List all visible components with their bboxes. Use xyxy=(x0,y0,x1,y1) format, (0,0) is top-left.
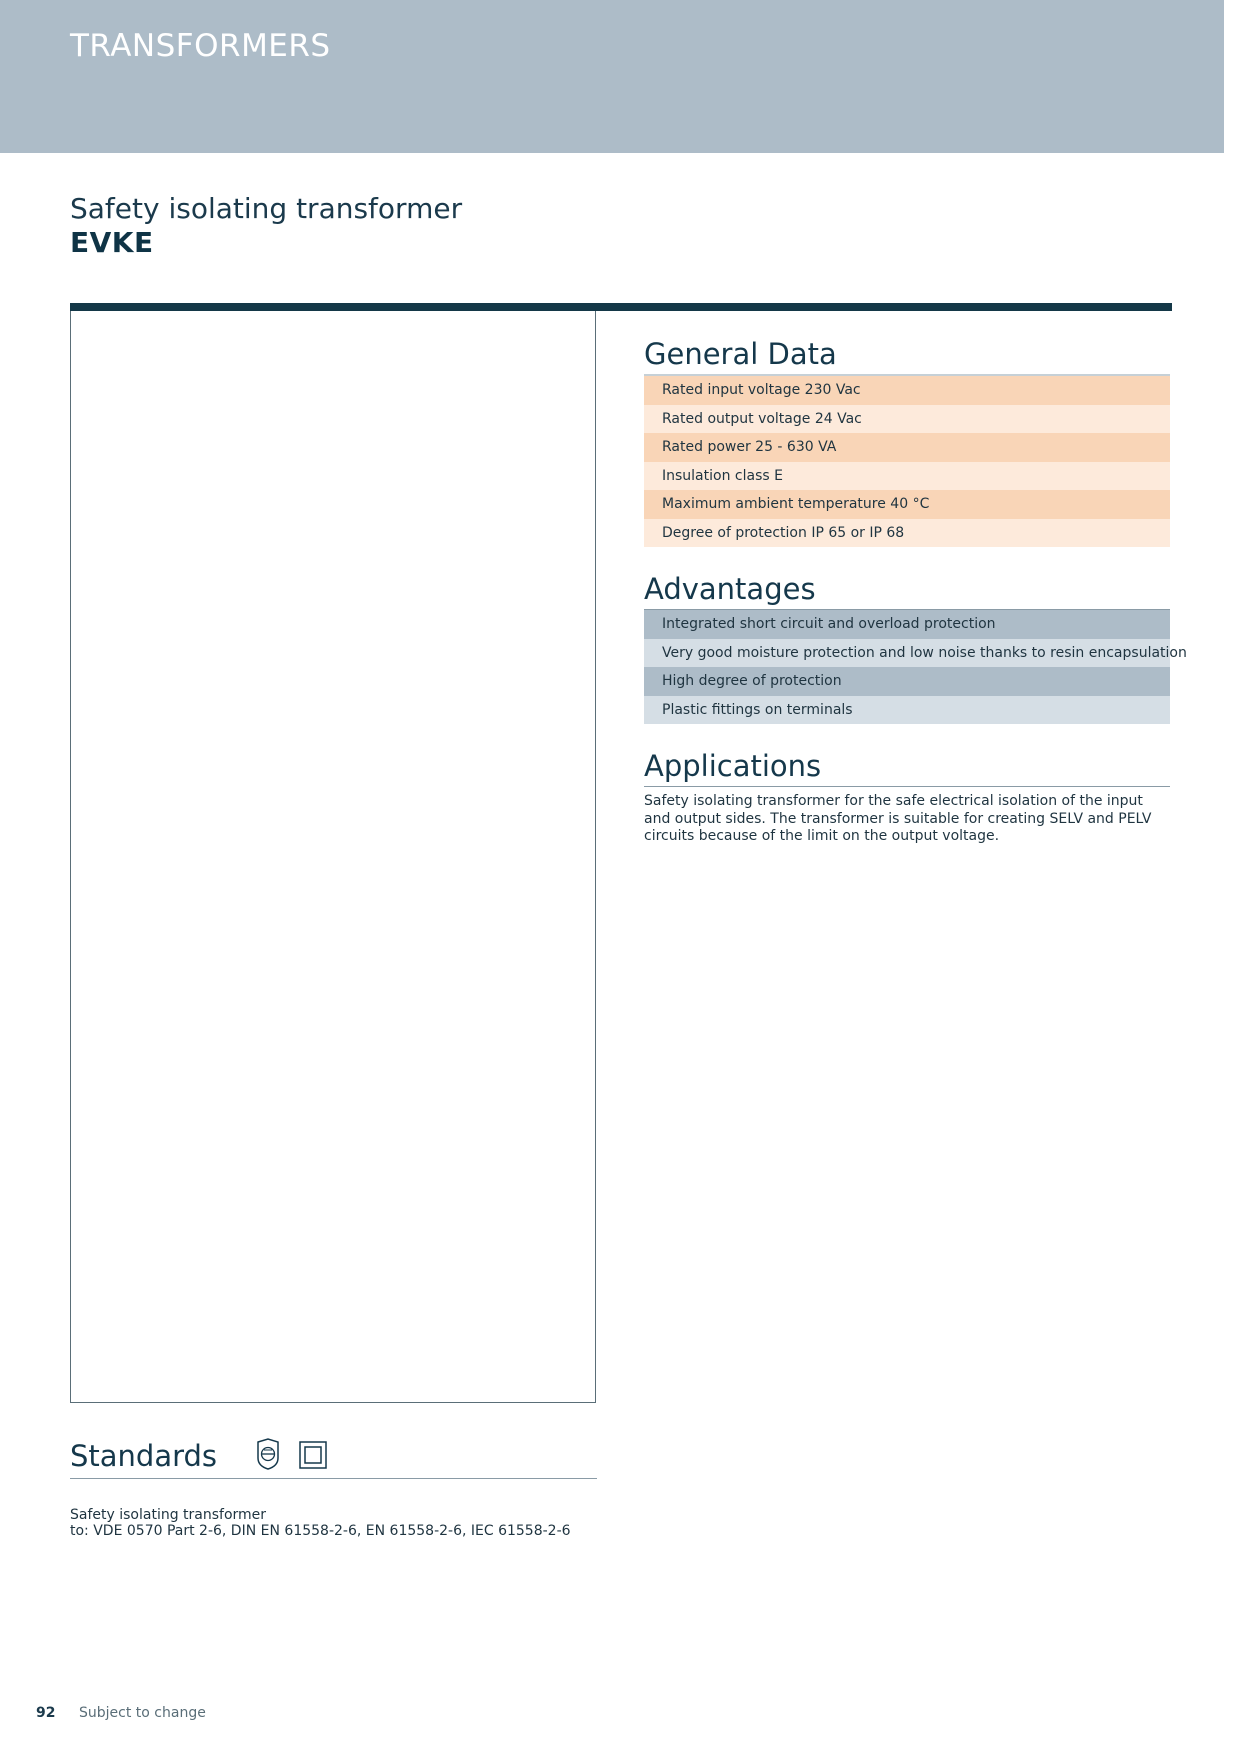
standards-rule xyxy=(70,1478,597,1479)
vde-certification-icon xyxy=(256,1438,280,1470)
general-data-table xyxy=(644,376,1170,547)
standards-line-1: Safety isolating transformer xyxy=(70,1507,267,1523)
page-number: 92 xyxy=(36,1705,56,1721)
applications-text: Safety isolating transformer for the safe electrical isolation of the input and output sides. The transformer is suitable for creating SELV and PELV circuits because of the limit on the output voltage. xyxy=(644,793,1152,844)
general-data-row: Rated power 25 - 630 VA xyxy=(644,433,1170,462)
applications-heading: Applications xyxy=(644,748,1170,787)
advantage-row: Very good moisture protection and low noise thanks to resin encapsulation xyxy=(644,639,1170,668)
general-data-row: Degree of protection IP 65 or IP 68 xyxy=(644,519,1170,548)
product-image-frame xyxy=(70,311,596,1403)
top-rule xyxy=(70,303,1172,311)
advantages-heading: Advantages xyxy=(644,571,1170,610)
general-data-row: Maximum ambient temperature 40 °C xyxy=(644,490,1170,519)
advantage-row: Plastic fittings on terminals xyxy=(644,696,1170,725)
general-data-heading: General Data xyxy=(644,336,1170,376)
protection-class-2-icon xyxy=(299,1441,327,1469)
advantages-table xyxy=(644,610,1187,724)
general-data-row: Rated input voltage 230 Vac xyxy=(644,376,1170,405)
footer-note: Subject to change xyxy=(79,1705,206,1721)
advantage-row: High degree of protection xyxy=(644,667,1170,696)
product-subtitle: Safety isolating transformer xyxy=(70,192,463,225)
general-data-row: Insulation class E xyxy=(644,462,1170,491)
standards-text xyxy=(70,1507,571,1539)
general-data-row: Rated output voltage 24 Vac xyxy=(644,405,1170,434)
section-title: TRANSFORMERS xyxy=(70,28,331,64)
standards-line-2: to: VDE 0570 Part 2-6, DIN EN 61558-2-6, EN 61558-2-6, IEC 61558-2-6 xyxy=(70,1523,571,1539)
advantage-row: Integrated short circuit and overload protection xyxy=(644,610,1170,639)
standards-heading: Standards xyxy=(70,1439,218,1473)
right-column xyxy=(644,336,1187,846)
header-band xyxy=(0,0,1224,153)
product-name: EVKE xyxy=(70,226,154,259)
